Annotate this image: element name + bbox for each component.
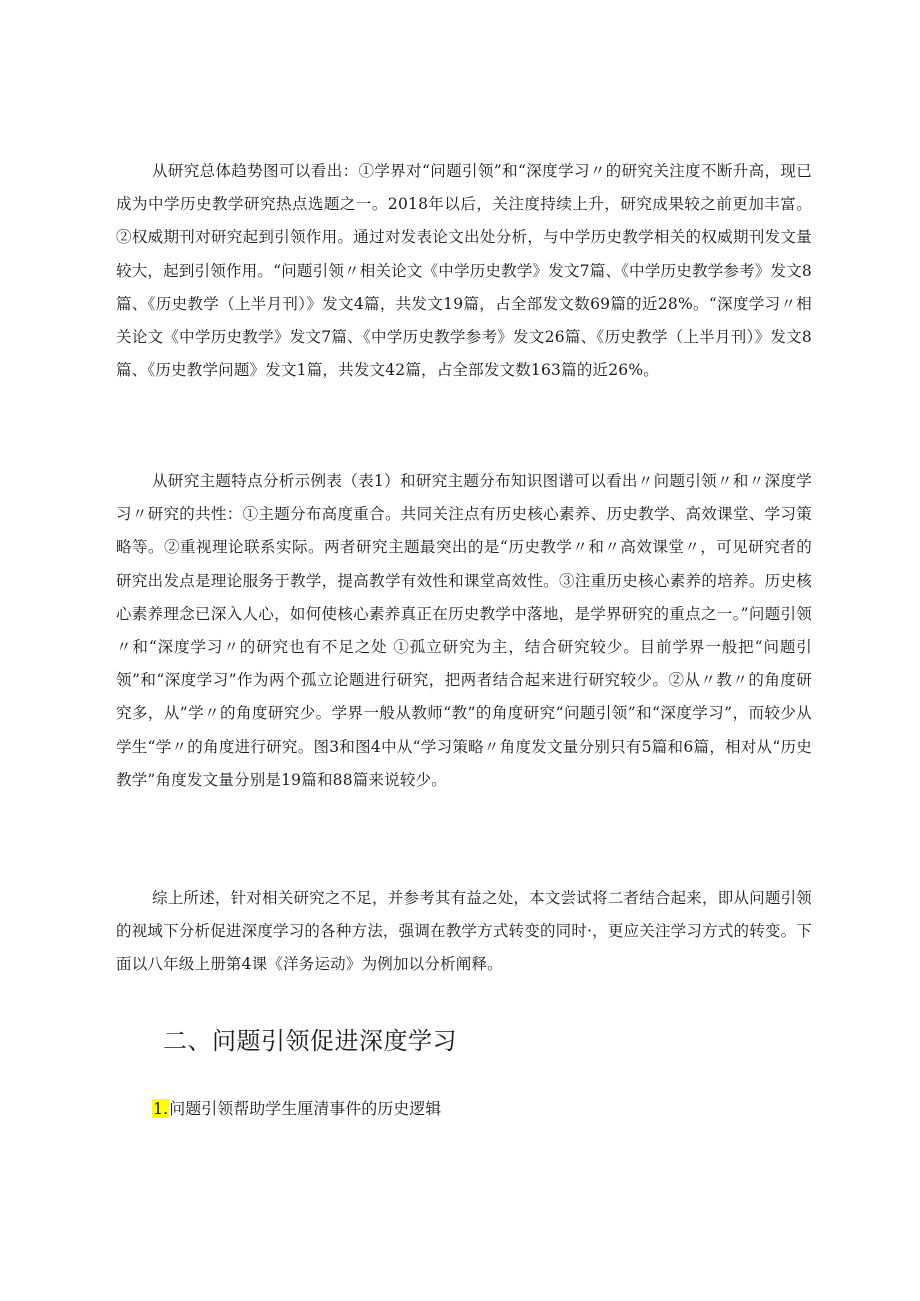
subsection-title: 问题引领帮助学生厘清事件的历史逻辑 — [169, 1099, 442, 1118]
paragraph-research-themes: 从研究主题特点分析示例表（表1）和研究主题分布知识图谱可以看出〃问题引领〃和〃深度学习〃研究的共性：①主题分布高度重合。共同关注点有历史核心素养、历史教学、高效课堂、学习策略等。②重视理论联系实际。两者研究主题最突出的是“历史教学〃和〃高效课堂〃，可见研究者的研究出发点是理论服务于教学，提高教学有效性和课堂高效性。③注重历史核心素养的培养。历史核心素养理念已深入人心，如何使核心素养真正在历史教学中落地，是学界研究的重点之一。”问题引领〃和“深度学习〃的研究也有不足之处 ①孤立研究为主，结合研究较少。目前学界一般把“问题引领”和“深度学习”作为两个孤立论题进行研究，把两者结合起来进行研究较少。②从〃教〃的角度研究多，从”学〃的角度研究少。学界一般从教师“教”的角度研究“问题引领”和“深度学习”，而较少从学生“学〃的角度进行研究。图3和图4中从“学习策略〃角度发文量分别只有5篇和6篇，相对从“历史教学”角度发文量分别是19篇和88篇来说较少。 — [116, 472, 812, 789]
section-heading: 二、问题引领促进深度学习 — [163, 1027, 457, 1055]
subsection-number-highlight: 1. — [153, 1099, 169, 1118]
paragraph-summary: 综上所述，针对相关研究之不足，并参考其有益之处，本文尝试将二者结合起来，即从问题引领的视域下分析促进深度学习的各种方法，强调在教学方式转变的同时·，更应关注学习方式的转变。下面以八年级上册第4课《洋务运动》为例加以分析阐释。 — [116, 889, 812, 974]
paragraph-research-trend: 从研究总体趋势图可以看出：①学界对“问题引领”和“深度学习〃的研究关注度不断升高，现已成为中学历史教学研究热点选题之一。2018年以后，关注度持续上升，研究成果较之前更加丰富。②权威期刊对研究起到引领作用。通过对发表论文出处分析，与中学历史教学相关的权威期刊发文量较大，起到引领作用。“问题引领〃相关论文《中学历史教学》发文7篇、《中学历史教学参考》发文8篇、《历史教学（上半月刊）》发文4篇，共发文19篇，占全部发文数69篇的近28%。“深度学习〃相关论文《中学历史教学》发文7篇、《中学历史教学参考》发文26篇、《历史教学（上半月刊）》发文8篇、《历史教学问题》发文1篇，共发文42篇，占全部发文数163篇的近26%。 — [116, 162, 812, 380]
subsection-heading — [152, 1095, 441, 1123]
